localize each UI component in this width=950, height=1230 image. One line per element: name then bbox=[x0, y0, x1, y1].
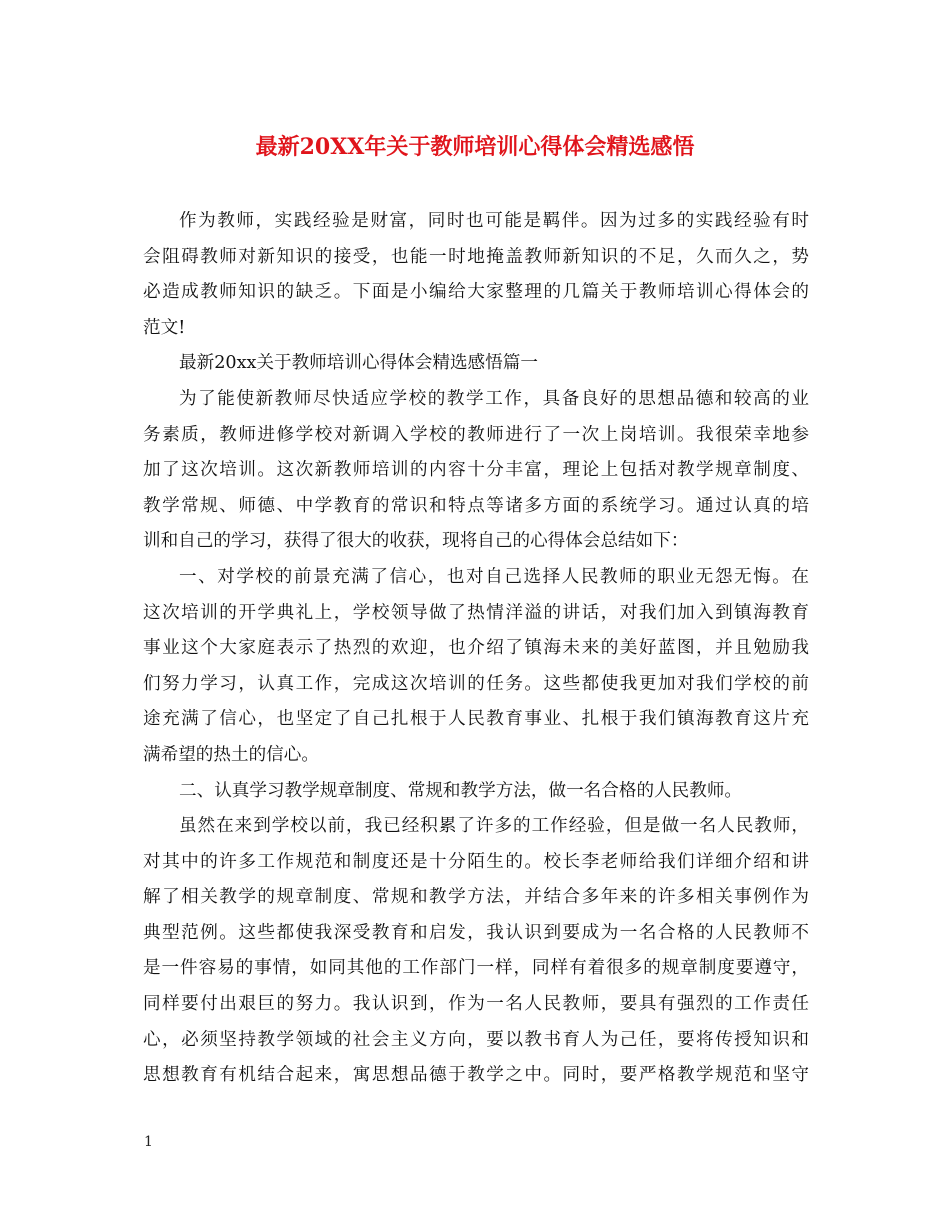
text-line: 务素质，教师进修学校对新调入学校的教师进行了一次上岗培训。我很荣幸地参 bbox=[143, 424, 809, 445]
text-line: 典型范例。这些都使我深受教育和启发，我认识到要成为一名合格的人民教师不 bbox=[143, 922, 809, 943]
document-body bbox=[143, 204, 809, 1094]
text-line: 必造成教师知识的缺乏。下面是小编给大家整理的几篇关于教师培训心得体会的 bbox=[143, 282, 809, 303]
text-line: 是一件容易的事情，如同其他的工作部门一样，同样有着很多的规章制度要遵守， bbox=[143, 958, 809, 979]
text-line: 途充满了信心，也坚定了自己扎根于人民教育事业、扎根于我们镇海教育这片充 bbox=[143, 709, 809, 730]
text-line: 虽然在来到学校以前，我已经积累了许多的工作经验，但是做一名人民教师， bbox=[179, 816, 809, 837]
text-line: 为了能使新教师尽快适应学校的教学工作，具备良好的思想品德和较高的业 bbox=[179, 388, 809, 409]
text-line: 心，必须坚持教学领域的社会主义方向，要以教书育人为己任，要将传授知识和 bbox=[143, 1029, 809, 1050]
text-line: 解了相关教学的规章制度、常规和教学方法，并结合多年来的许多相关事例作为 bbox=[143, 887, 809, 908]
text-line: 对其中的许多工作规范和制度还是十分陌生的。校长李老师给我们详细介绍和讲 bbox=[143, 851, 809, 872]
text-line: 同样要付出艰巨的努力。我认识到，作为一名人民教师，要具有强烈的工作责任 bbox=[143, 994, 809, 1015]
text-line: 思想教育有机结合起来，寓思想品德于教学之中。同时，要严格教学规范和坚守 bbox=[143, 1065, 809, 1086]
text-line: 满希望的热土的信心。 bbox=[143, 744, 319, 765]
text-line: 们努力学习，认真工作，完成这次培训的任务。这些都使我更加对我们学校的前 bbox=[143, 673, 809, 694]
text-line: 作为教师，实践经验是财富，同时也可能是羁伴。因为过多的实践经验有时 bbox=[179, 211, 809, 231]
page-number: 1 bbox=[144, 1134, 153, 1150]
text-line: 教学常规、师德、中学教育的常识和特点等诸多方面的系统学习。通过认真的培 bbox=[143, 495, 809, 516]
text-line: 事业这个大家庭表示了热烈的欢迎，也介绍了镇海未来的美好蓝图，并且勉励我 bbox=[143, 638, 809, 659]
text-line: 这次培训的开学典礼上，学校领导做了热情洋溢的讲话，对我们加入到镇海教育 bbox=[143, 602, 809, 623]
text-line: 二、认真学习教学规章制度、常规和教学方法，做一名合格的人民教师。 bbox=[179, 780, 743, 801]
text-line: 最新20xx关于教师培训心得体会精选感悟篇一 bbox=[179, 353, 538, 374]
text-line: 训和自己的学习，获得了很大的收获，现将自己的心得体会总结如下： bbox=[143, 531, 689, 552]
text-line: 范文! bbox=[143, 317, 186, 338]
text-line: 会阻碍教师对新知识的接受，也能一时地掩盖教师新知识的不足，久而久之，势 bbox=[143, 246, 809, 267]
text-line: 加了这次培训。这次新教师培训的内容十分丰富，理论上包括对教学规章制度、 bbox=[143, 460, 809, 481]
document-title: 最新20XX年关于教师培训心得体会精选感悟 bbox=[255, 134, 695, 160]
text-line: 一、对学校的前景充满了信心，也对自己选择人民教师的职业无怨无悔。在 bbox=[179, 566, 809, 587]
